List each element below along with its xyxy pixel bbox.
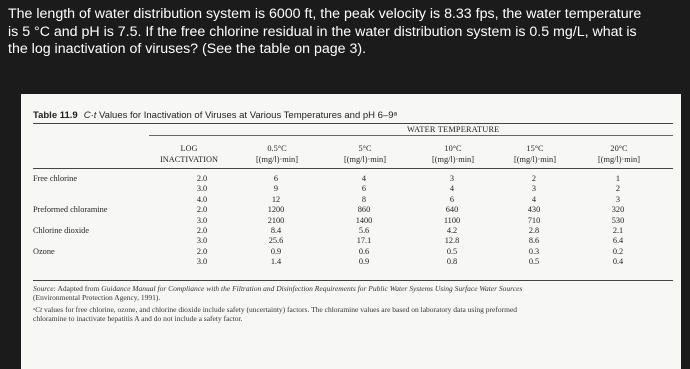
ct-value-cell: 0.2 [612, 246, 624, 256]
ct-value-cell: 4 [361, 174, 367, 183]
ct-value-cell: 0.4 [612, 257, 624, 267]
ct-value-cell: 0.9 [270, 246, 282, 256]
temperature-column-header [581, 144, 657, 165]
ct-value-cell: 1200 [267, 205, 285, 215]
table-title-ct: C·t [83, 110, 97, 121]
ct-value-cell: 5.6 [358, 226, 370, 235]
question-text [8, 6, 684, 59]
temperature-label: 10°C [444, 144, 462, 153]
ct-value-cell: 430 [527, 205, 541, 215]
ct-value-cell: 2 [531, 174, 537, 183]
log-inactivation-cell: 3.0 [196, 184, 208, 194]
ct-value-cell: 8.6 [528, 236, 540, 246]
ct-value-cell: 9 [273, 184, 279, 194]
temperature-column-header [327, 144, 403, 165]
ct-value-cell: 4.2 [446, 226, 458, 235]
ct-value-cell: 6.4 [612, 236, 624, 246]
water-temperature-rule [149, 135, 673, 136]
footnote-mark: ᵃ [33, 305, 36, 314]
ct-value-cell: 6 [273, 174, 279, 183]
table-title [33, 110, 397, 121]
footnote-ct: Ct [35, 305, 43, 314]
ct-value-cell: 860 [357, 205, 371, 215]
ct-value-cell: 12.8 [444, 236, 460, 246]
temperature-column-header [415, 144, 491, 165]
log-inactivation-cell: 2.0 [196, 246, 208, 256]
table-title-text: Values for Inactivation of Viruses at Various Temperatures and pH 6–9ᵃ [99, 110, 398, 121]
table-bottom-rule [33, 280, 673, 281]
temperature-label: 5°C [358, 144, 372, 153]
ct-value-cell: 0.6 [358, 246, 370, 256]
ct-value-cell: 2.1 [612, 226, 624, 235]
ct-value-cell: 0.5 [528, 257, 540, 267]
source-note [33, 284, 673, 302]
log-inactivation-cell: 2.0 [196, 174, 208, 183]
ct-value-cell: 6 [449, 194, 455, 204]
ct-value-cell: 710 [527, 215, 541, 225]
ct-value-cell: 12 [271, 194, 281, 204]
header-bottom-rule [33, 168, 673, 169]
log-inactivation-cell: 2.0 [196, 226, 208, 235]
ct-value-cell: 1.4 [270, 257, 282, 267]
ct-value-cell: 0.5 [446, 246, 458, 256]
disinfectant-label: Ozone [33, 246, 55, 256]
log-header-line-1: LOG [180, 144, 198, 153]
ct-value-cell: 0.9 [358, 257, 370, 267]
temperature-label: 15°C [526, 144, 544, 153]
log-inactivation-cell: 2.0 [196, 205, 208, 215]
ct-value-cell: 2100 [267, 215, 285, 225]
ct-value-cell: 3 [449, 174, 455, 183]
source-text-b: (Environmental Protection Agency, 1991). [33, 293, 161, 303]
textbook-table-image [21, 94, 681, 369]
ct-value-cell: 25.6 [268, 236, 284, 246]
question-line-1: The length of water distribution system is 6000 ft, the peak velocity is 8.33 fps, the water temperature [8, 6, 642, 22]
ct-value-cell: 4 [531, 194, 537, 204]
ct-value-cell: 530 [611, 215, 625, 225]
ct-value-cell: 8 [361, 194, 367, 204]
ct-value-cell: 0.8 [446, 257, 458, 267]
disinfectant-label: Preformed chloramine [33, 205, 108, 215]
temperature-column-header [239, 144, 315, 165]
source-title: Guidance Manual for Compliance with the Filtration and Disinfection Requirements for Public Water Systems Using Surface Water Sources [101, 284, 523, 293]
log-inactivation-cell: 3.0 [196, 257, 208, 267]
log-header-line-2: INACTIVATION [160, 154, 218, 164]
temperature-unit: [(mg/l)·min] [256, 154, 298, 164]
ct-value-cell: 2 [615, 184, 621, 194]
ct-value-cell: 3 [531, 184, 537, 194]
log-inactivation-cell: 4.0 [196, 194, 208, 204]
temperature-unit: [(mg/l)·min] [598, 154, 640, 164]
temperature-unit: [(mg/l)·min] [432, 154, 474, 164]
temperature-label: 0.5°C [267, 144, 287, 153]
footnote [33, 305, 673, 323]
ct-value-cell: 2.8 [528, 226, 540, 235]
ct-value-cell: 6 [361, 184, 367, 194]
ct-value-cell: 640 [445, 205, 459, 215]
temperature-unit: [(mg/l)·min] [514, 154, 556, 164]
log-inactivation-cell: 3.0 [196, 236, 208, 246]
ct-value-cell: 1 [615, 174, 621, 183]
ct-value-cell: 1100 [443, 215, 461, 225]
log-inactivation-header [149, 144, 229, 165]
log-inactivation-cell: 3.0 [196, 215, 208, 225]
source-label: Source: [33, 284, 57, 293]
footnote-text-line-2: chloramine to inactivate hepatitis A and do not include a safety factor. [33, 314, 243, 324]
ct-value-cell: 320 [611, 205, 625, 215]
temperature-label: 20°C [610, 144, 628, 153]
source-text-a: Adapted from [57, 284, 100, 293]
water-temperature-header: WATER TEMPERATURE [407, 125, 500, 134]
table-top-rule [33, 123, 673, 124]
disinfectant-label: Free chlorine [33, 174, 78, 183]
ct-value-cell: 4 [449, 184, 455, 194]
ct-value-cell: 8.4 [270, 226, 282, 235]
ct-value-cell: 1400 [355, 215, 373, 225]
question-line-2: is 5 °C and pH is 7.5. If the free chlorine residual in the water distribution system is 0.5 mg/L, what is [8, 23, 637, 40]
footnote-text: values for free chlorine, ozone, and chlorine dioxide include safety (uncertainty) factors. The chloramine values are based on laboratory data using preformed [42, 305, 518, 314]
temperature-unit: [(mg/l)·min] [344, 154, 386, 164]
ct-value-cell: 17.1 [356, 236, 372, 246]
disinfectant-label: Chlorine dioxide [33, 226, 89, 235]
question-line-3: the log inactivation of viruses? (See the table on page 3). [8, 41, 367, 57]
temperature-column-header [497, 144, 573, 165]
ct-value-cell: 3 [615, 194, 621, 204]
table-label: Table 11.9 [33, 110, 78, 121]
ct-value-cell: 0.3 [528, 246, 540, 256]
